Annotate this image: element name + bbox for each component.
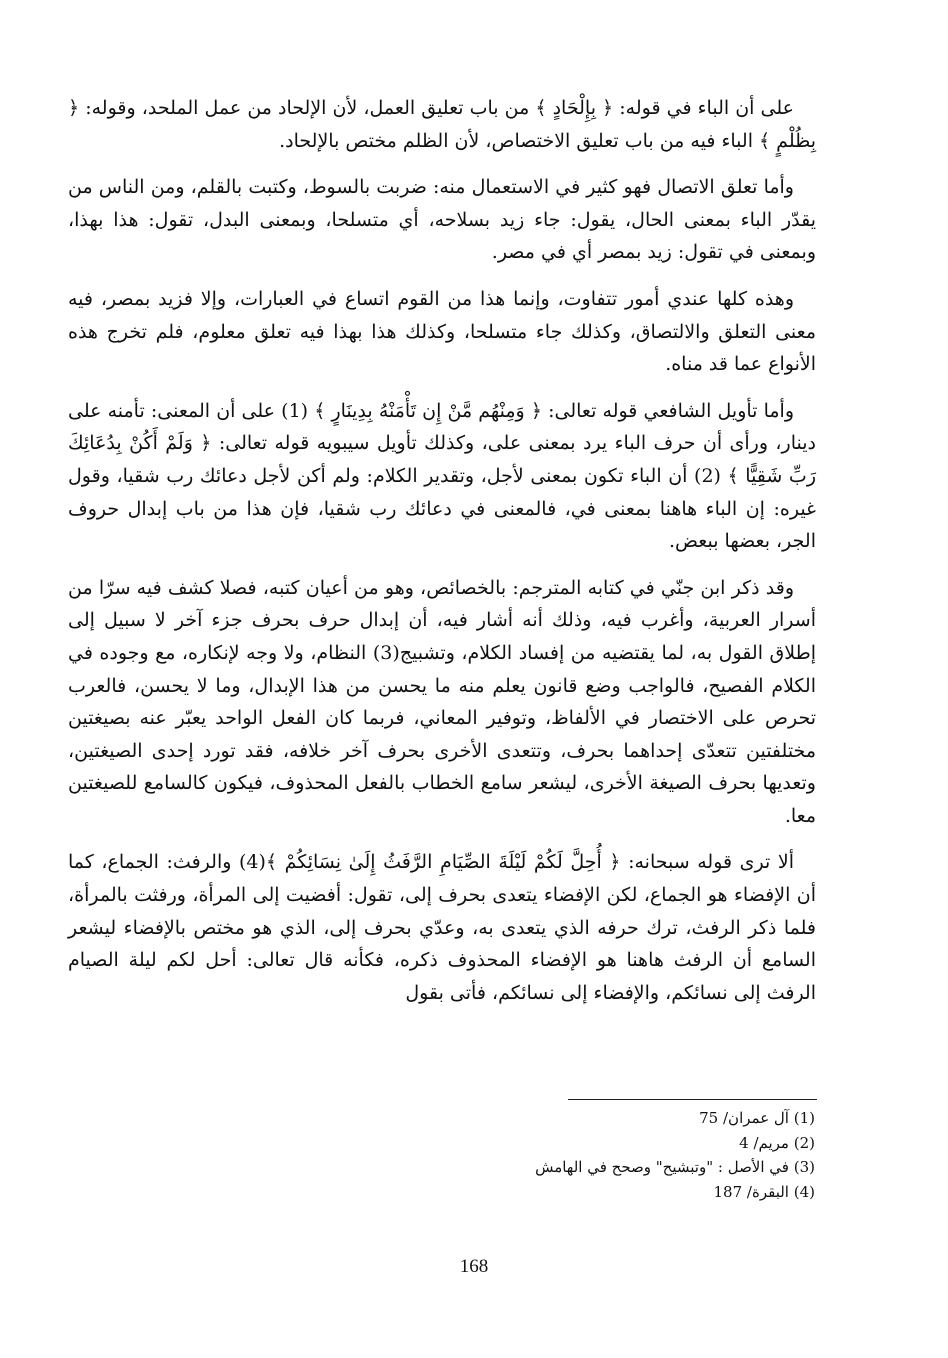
- footnote-3: (3) في الأصل : "وتبشيح" وصحح في الهامش: [535, 1158, 815, 1176]
- page-number: 168: [459, 1256, 489, 1277]
- paragraph-6: ألا ترى قوله سبحانه: ﴿ أُحِلَّ لَكُمْ لَيْلَةَ الصِّيَامِ الرَّفَثُ إِلَىٰ نِسَائِكُمْ ﴾(4) والرفث: الجماع، كما أن الإفضاء هو الجماع، لكن الإفضاء يتعدى بحرف إلى، تقول: أفضيت إلى المرأة، ورفثت بالمرأة، فلما ذكر الرفث، ترك حرفه الذي يتعدى به، وعدّي بحرف إلى، الذي هو مختص بالإفضاء ليشعر السامع أن الرفث هاهنا هو الإفضاء المحذوف ذكره، فكأنه قال تعالى: أحل لكم ليلة الصيام الرفث إلى نسائكم، والإفضاء إلى نسائكم، فأتى بقول: [68, 851, 816, 1004]
- footnote-divider: [568, 1099, 817, 1100]
- paragraph-4: وأما تأويل الشافعي قوله تعالى: ﴿ وَمِنْهُم مَّنْ إِن تَأْمَنْهُ بِدِينَارٍ ﴾ (1) على أن المعنى: تأمنه على دينار، ورأى أن حرف الباء يرد بمعنى على، وكذلك تأويل سيبويه قوله تعالى: ﴿ وَلَمْ أَكُنْ بِدُعَائِكَ رَبِّ شَقِيًّا ﴾ (2) أن الباء تكون بمعنى لأجل، وتقدير الكلام: ولم أكن لأجل دعائك رب شقيا، وقول غيره: إن الباء هاهنا بمعنى في، فالمعنى في دعائك رب شقيا، فإن هذا من باب إبدال حروف الجر، بعضها ببعض.: [68, 399, 816, 553]
- paragraph-1: على أن الباء في قوله: ﴿ بِإِلْحَادٍ ﴾ من باب تعليق العمل، لأن الإلحاد من عمل الملحد، وقوله: ﴿ بِظُلْمٍ ﴾ الباء فيه من باب تعليق الاختصاص، لأن الظلم مختص بالإلحاد.: [68, 97, 816, 152]
- footnote-1: (1) آل عمران/ 75: [699, 1109, 815, 1127]
- paragraph-3: وهذه كلها عندي أمور تتفاوت، وإنما هذا من القوم اتساع في العبارات، وإلا فزيد بمصر، فيه معنى التعلق والالتصاق، وكذلك جاء متسلحا، وكذلك هذا بهذا فيه تعلق معلوم، فلم تخرج هذه الأنواع عما قد مناه.: [68, 287, 816, 376]
- main-text: [68, 92, 816, 1023]
- footnote-2: (2) مريم/ 4: [739, 1133, 815, 1152]
- footnotes: [420, 1106, 815, 1204]
- paragraph-2: وأما تعلق الاتصال فهو كثير في الاستعمال منه: ضربت بالسوط، وكتبت بالقلم، ومن الناس من يقدّر الباء بمعنى الحال، يقول: جاء زيد بسلاحه، أي متسلحا، وبمعنى البدل، تقول: هذا بهذا، وبمعنى في تقول: زيد بمصر أي في مصر.: [68, 176, 816, 264]
- footnote-4: (4) البقرة/ 187: [713, 1182, 815, 1201]
- paragraph-5: وقد ذكر ابن جنّي في كتابه المترجم: بالخصائص، وهو من أعيان كتبه، فصلا كشف فيه سرّا من أسرار العربية، وأغرب فيه، وذلك أنه أشار فيه، أن إبدال حرف بحرف جزء آخر لا سبيل إلى إطلاق القول به، لما يقتضيه من إفساد الكلام، وتشبيج(3) النظام، ولا وجه لإنكاره، مع وجوده في الكلام الفصيح، فالواجب وضع قانون يعلم منه ما يحسن من هذا الإبدال، وما لا يحسن، فالعرب تحرص على الاختصار في الألفاظ، وتوفير المعاني، فربما كان الفعل الواحد يعبّر عنه بصيغتين مختلفتين تتعدّى إحداهما بحرف، وتتعدى الأخرى بحرف آخر خلافه، فقد تورد إحدى الصيغتين، وتعديها بحرف الصيغة الأخرى، ليشعر سامع الخطاب بالفعل المحذوف، فيكون كالسامع للصيغتين معا.: [68, 576, 816, 827]
